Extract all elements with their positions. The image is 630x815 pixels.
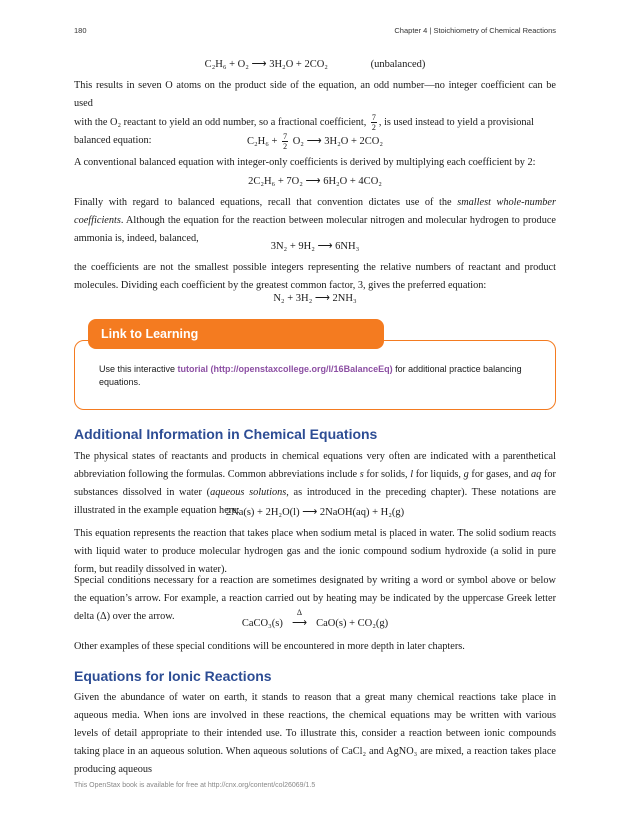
s1p1-b: for solids, — [366, 469, 408, 480]
equation-calcium-carbonate — [74, 608, 556, 629]
eq7-left: CaCO₃(s) — [241, 618, 283, 629]
equation-sodium-water: 2Na(s) + 2H₂O(l) ⟶ 2NaOH(aq) + H₂(g) — [225, 507, 405, 518]
eq7-right: CaO(s) + CO₂(g) — [316, 618, 389, 629]
eq2-fraction: $\frac{7}{2}$ — [283, 132, 288, 151]
paragraph-common-factor: the coefficients are not the smallest possible integers representing the relative numbers of reactant and product molecules. Dividing each coefficient by the greatest common factor, 3, gives the preferred equation: — [74, 262, 556, 291]
box-text-b: for additional practice balancing equations. — [99, 364, 522, 387]
s1p1-c: for liquids, — [415, 469, 461, 480]
p3-emphasis: smallest whole-number coefficients — [74, 197, 556, 226]
eq2-left: C₂H₆ + — [246, 135, 278, 147]
s1p1-e: for substances dissolved in water ( — [74, 469, 556, 498]
heat-arrow: Δ ⟶ — [286, 617, 314, 629]
paragraph-other-examples: Other examples of these special conditions will be encountered in more depth in later chapters. — [74, 641, 465, 652]
tutorial-link[interactable]: tutorial (http://openstaxcollege.org/l/16BalanceEq) — [177, 364, 393, 374]
p1-line2a: with the O₂ reactant to yield an odd number, so a fractional coefficient, — [74, 116, 367, 128]
box-text-a: Use this interactive — [99, 364, 176, 374]
equation-text: C₂H₆ + O₂ ⟶ 3H₂O + 2CO₂ — [204, 59, 328, 70]
s1p1-aq: aq — [531, 469, 542, 480]
paragraph-multiply: A conventional balanced equation with integer-only coefficients is derived by multiplying each coefficient by 2: — [74, 157, 536, 168]
p1-line3: balanced equation: — [74, 135, 152, 146]
equation-ammonia-unreduced: 3N₂ + 9H₂ ⟶ 6NH₃ — [270, 241, 360, 252]
s1p1-a: The physical states of reactants and products in chemical equations very often are indicated with a parenthetical abbreviation following the formulas. Common abbreviations include — [74, 451, 556, 480]
chapter-header: Chapter 4 | Stoichiometry of Chemical Reactions — [394, 26, 556, 35]
s1p1-l: l — [410, 469, 414, 480]
equation-provisional — [74, 132, 556, 151]
link-to-learning-title: Link to Learning — [88, 319, 384, 349]
s1p1-f: , as introduced in the preceding chapter). These notations are illustrated in the example equation here: — [74, 487, 556, 516]
delta-symbol: Δ — [296, 608, 303, 617]
paragraph-ionic-reactions: Given the abundance of water on earth, it stands to reason that a great many chemical reactions take place in aqueous media. When ions are involved in these reactions, the chemical equations may be written with various levels of detail appropriate to their intended use. To illustrate this, consider a reaction between ionic compounds taking place in an aqueous solution. When aqueous solutions of CaCl₂ and AgNO₃ are mixed, a reaction takes place producing aqueous — [74, 692, 556, 775]
link-to-learning-box — [74, 340, 556, 410]
equation-integer-balanced: 2C₂H₆ + 7O₂ ⟶ 6H₂O + 4CO₂ — [248, 176, 382, 187]
p1-line1: This results in seven O atoms on the product side of the equation, an odd number—no integer coefficient can be used — [74, 80, 556, 109]
equation-ammonia-preferred: N₂ + 3H₂ ⟶ 2NH₃ — [273, 293, 357, 304]
section-heading-ionic-reactions: Equations for Ionic Reactions — [74, 668, 272, 684]
p3-a: Finally with regard to balanced equations, recall that convention dictates use of the — [74, 197, 452, 208]
equation-unbalanced — [74, 58, 556, 70]
s1p1-s: s — [359, 469, 364, 480]
paragraph-special-conditions: Special conditions necessary for a reaction are sometimes designated by writing a word or symbol above or below the equation’s arrow. For example, a reaction carried out by heating may be indicated by the uppercase Greek letter delta (Δ) over the arrow. — [74, 575, 556, 622]
equation-note: (unbalanced) — [370, 59, 426, 70]
fraction-seven-halves: $\frac{7}{2}$ — [371, 113, 376, 132]
page-footer: This OpenStax book is available for free at http://cnx.org/content/col26069/1.5 — [74, 782, 316, 789]
p1-line2b: , is used instead to yield a provisional — [378, 116, 534, 128]
paragraph-sodium-reaction: This equation represents the reaction that takes place when sodium metal is placed in water. The solid sodium reacts with liquid water to produce molecular hydrogen gas and the ionic compound sodium hydroxide (a solid in pure form, but readily dissolved in water). — [74, 528, 556, 575]
section-heading-additional-info: Additional Information in Chemical Equations — [74, 426, 378, 442]
eq2-right: O₂ ⟶ 3H₂O + 2CO₂ — [292, 135, 383, 147]
page-number: 180 — [74, 26, 87, 35]
s1p1-em: aqueous solutions — [210, 487, 287, 498]
p3-b: . Although the equation for the reaction between molecular nitrogen and molecular hydrogen to produce ammonia is, indeed, balanced, — [74, 215, 556, 244]
s1p1-g: g — [463, 469, 469, 480]
s1p1-d: for gases, and — [471, 469, 529, 480]
